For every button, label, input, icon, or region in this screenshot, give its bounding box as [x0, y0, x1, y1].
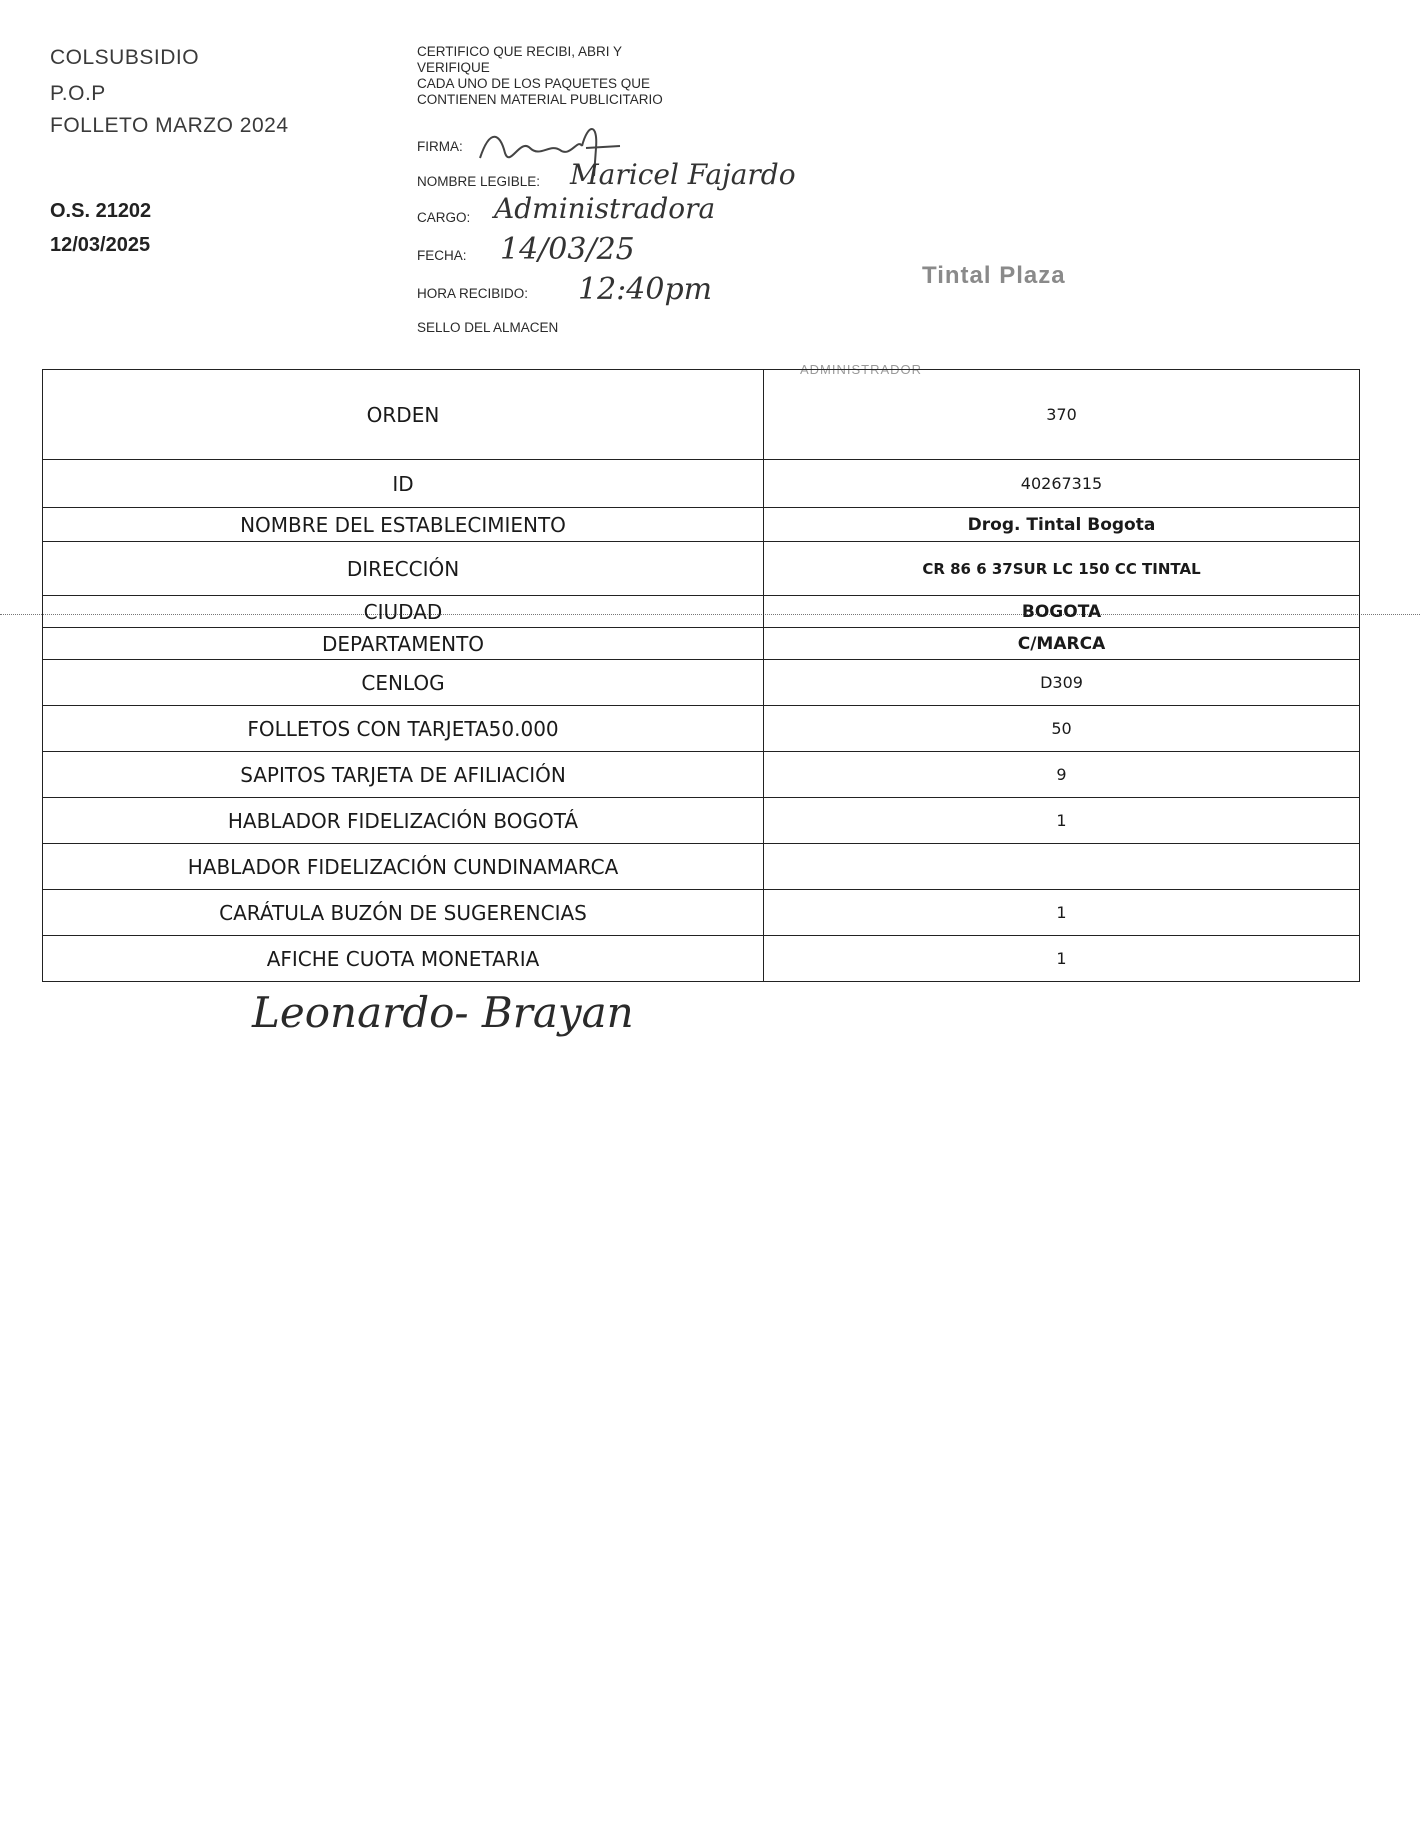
row-value: CR 86 6 37SUR LC 150 CC TINTAL	[764, 542, 1360, 596]
row-label: ID	[43, 460, 764, 508]
row-value: 1	[764, 890, 1360, 936]
table-row	[43, 508, 1360, 542]
row-value: 370	[764, 370, 1360, 460]
row-value: BOGOTA	[764, 596, 1360, 628]
code-label: P.O.P	[50, 82, 106, 105]
row-label: HABLADOR FIDELIZACIÓN BOGOTÁ	[43, 798, 764, 844]
nombre-value: Maricel Fajardo	[570, 158, 796, 191]
nombre-label: NOMBRE LEGIBLE:	[417, 174, 541, 189]
row-label: CENLOG	[43, 660, 764, 706]
table-row	[43, 706, 1360, 752]
table-row	[43, 370, 1360, 460]
fecha-label: FECHA:	[417, 248, 467, 263]
certificate-line: VERIFIQUE	[417, 60, 490, 75]
handwritten-note: Leonardo- Brayan	[252, 988, 634, 1037]
row-value: C/MARCA	[764, 628, 1360, 660]
row-label: NOMBRE DEL ESTABLECIMIENTO	[43, 508, 764, 542]
table-row	[43, 936, 1360, 982]
table-row	[43, 628, 1360, 660]
certificate-line: CERTIFICO QUE RECIBI, ABRI Y	[417, 44, 623, 59]
company-name: COLSUBSIDIO	[50, 46, 200, 69]
store-stamp-sub: ADMINISTRADOR	[800, 362, 923, 377]
table-row	[43, 460, 1360, 508]
row-value: D309	[764, 660, 1360, 706]
row-label: DIRECCIÓN	[43, 542, 764, 596]
row-label: SAPITOS TARJETA DE AFILIACIÓN	[43, 752, 764, 798]
table-row	[43, 596, 1360, 628]
row-label: DEPARTAMENTO	[43, 628, 764, 660]
table-row	[43, 890, 1360, 936]
delivery-table	[42, 369, 1360, 982]
row-label: ORDEN	[43, 370, 764, 460]
fecha-value: 14/03/25	[500, 232, 635, 267]
brochure-title: FOLLETO MARZO 2024	[50, 114, 289, 137]
row-label: AFICHE CUOTA MONETARIA	[43, 936, 764, 982]
row-label: HABLADOR FIDELIZACIÓN CUNDINAMARCA	[43, 844, 764, 890]
row-value: 50	[764, 706, 1360, 752]
row-label: FOLLETOS CON TARJETA50.000	[43, 706, 764, 752]
table-row	[43, 542, 1360, 596]
row-label: CIUDAD	[43, 596, 764, 628]
hora-value: 12:40pm	[578, 272, 713, 307]
document-date: 12/03/2025	[50, 234, 151, 256]
hora-label: HORA RECIBIDO:	[417, 286, 529, 301]
store-stamp: Tintal Plaza	[922, 262, 1066, 289]
certificate-line: CADA UNO DE LOS PAQUETES QUE	[417, 76, 651, 91]
row-value	[764, 844, 1360, 890]
row-value: 1	[764, 798, 1360, 844]
order-service-number: O.S. 21202	[50, 200, 152, 222]
certificate-line: CONTIENEN MATERIAL PUBLICITARIO	[417, 92, 663, 107]
table-row	[43, 660, 1360, 706]
cargo-label: CARGO:	[417, 210, 471, 225]
firma-label: FIRMA:	[417, 139, 463, 154]
row-value: 1	[764, 936, 1360, 982]
row-value: 40267315	[764, 460, 1360, 508]
row-label: CARÁTULA BUZÓN DE SUGERENCIAS	[43, 890, 764, 936]
table-row	[43, 752, 1360, 798]
table-row	[43, 798, 1360, 844]
certificate-text	[417, 44, 747, 108]
row-value: Drog. Tintal Bogota	[764, 508, 1360, 542]
cargo-value: Administradora	[494, 192, 716, 225]
row-value: 9	[764, 752, 1360, 798]
table-row	[43, 844, 1360, 890]
sello-label: SELLO DEL ALMACEN	[417, 320, 559, 335]
